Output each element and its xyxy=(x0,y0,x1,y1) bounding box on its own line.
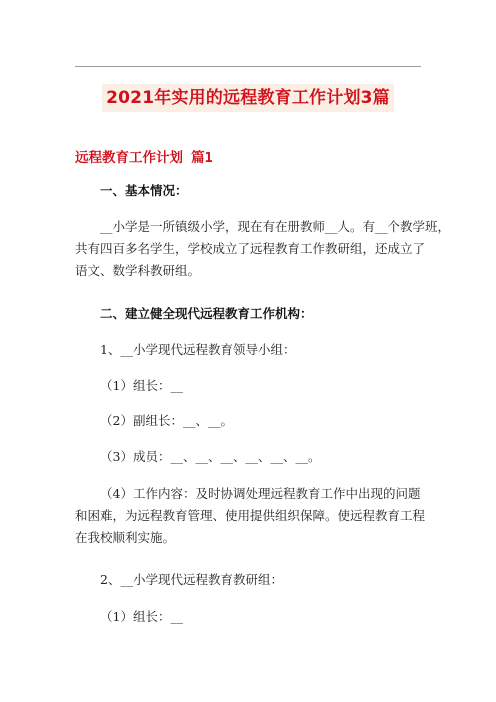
section-subtitle: 远程教育工作计划 篇1 xyxy=(75,150,213,166)
top-rule xyxy=(75,66,421,67)
paragraph-line: 共有四百多名学生，学校成立了远程教育工作教研组，还成立了 xyxy=(75,241,426,256)
document-title: 2021年实用的远程教育工作计划3篇 xyxy=(102,84,394,112)
paragraph-line: __小学是一所镇级小学，现在有在册教师__人。有__个教学班， xyxy=(100,219,451,234)
title-container xyxy=(0,84,496,112)
section-heading-basic-info: 一、基本情况： xyxy=(100,183,188,198)
paragraph-line: 在我校顺利实施。 xyxy=(75,530,176,545)
list-item: （1）组长：__ xyxy=(100,609,183,624)
list-item: （2）副组长：__、__。 xyxy=(100,413,233,428)
paragraph-line: （4）工作内容：及时协调处理远程教育工作中出现的问题 xyxy=(100,486,421,501)
list-item: （1）组长：__ xyxy=(100,378,183,393)
list-item: 2、__小学现代远程教育教研组： xyxy=(100,572,283,587)
paragraph-line: 语文、数学科教研组。 xyxy=(75,263,201,278)
paragraph-line: 和困难，为远程教育管理、使用提供组织保障。使远程教育工程 xyxy=(75,508,426,523)
list-item: （3）成员：__、__、__、__、__、__。 xyxy=(100,449,321,464)
list-item: 1、__小学现代远程教育领导小组： xyxy=(100,342,296,357)
section-heading-organization: 二、建立健全现代远程教育工作机构： xyxy=(100,306,313,321)
